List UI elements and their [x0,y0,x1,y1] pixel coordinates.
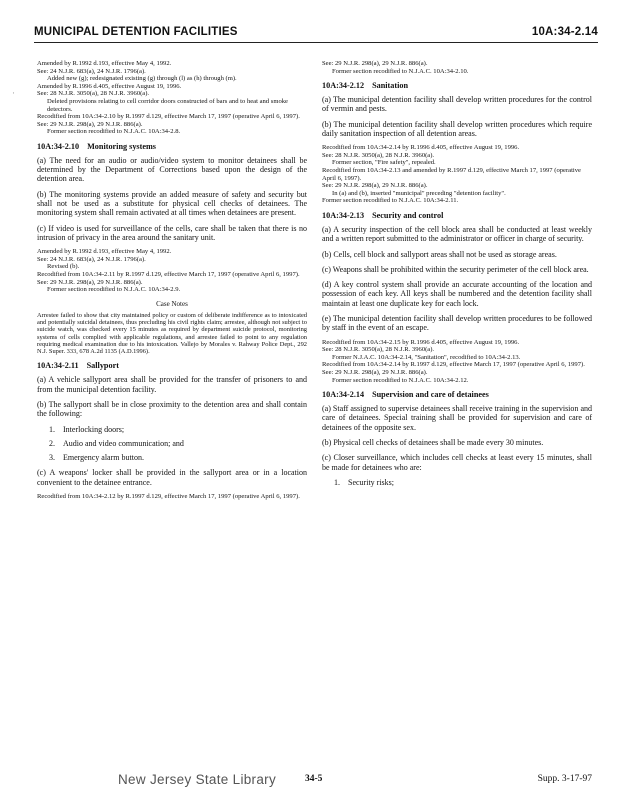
paragraph: (b) Physical cell checks of detainees shall be made every 30 minutes. [322,437,544,447]
paragraph: (c) Weapons shall be prohibited within the security perimeter of the cell block area. [322,264,589,274]
sallyport-list [37,425,307,463]
list-item: 2. Audio and video communication; and [57,439,307,448]
history-note: Added new (g); redesignated existing (g) through (l) as (h) through (m). [47,75,237,83]
paragraph: (a) A vehicle sallyport area shall be provided for the transfer of prisoners to and from the municipal detention facility. [37,375,307,394]
history-note: Recodified from 10A:34-2.14 by R.1996 d.405, effective August 19, 1996. [322,144,520,152]
history-note: Recodified from 10A:34-2.13 and amended by R.1997 d.129, effective March 17, 1997 (operative April 6, 1997). [322,167,581,182]
history-note: Former N.J.A.C. 10A:34-2.14, "Sanitation", recodified to 10A:34-2.13. [332,353,521,361]
history-note: Revised (b). [47,263,80,271]
history-note: See: 28 N.J.R. 3050(a), 28 N.J.R. 3960(a). [322,346,435,354]
section-number: 10A:34-2.13 [322,211,365,221]
paragraph: (b) The monitoring systems provide an added measure of safety and security but shall not be used as a substitute for physical cell checks of detainees. The monitoring system shall remain activated at all times when detainees are present. [37,189,307,218]
page-footer [0,772,618,792]
section-heading-monitoring [37,143,307,152]
paragraph: (a) Staff assigned to supervise detainees shall receive training in the supervision and care of detainees. Special training shall be provided for supervision and care of detainees of the opposite sex. [322,404,592,432]
section-title: Monitoring systems [87,141,156,151]
library-watermark: New Jersey State Library [118,772,277,787]
history-note: In (a) and (b), inserted "municipal" preceding "detention facility". [332,189,506,197]
history-note: Recodified from 10A:34-2.14 by R.1997 d.129, effective March 17, 1997 (operative April 6, 1997). [322,361,585,369]
case-notes-title: Case Notes [156,299,188,308]
paragraph: (b) The municipal detention facility shall develop written procedures which require daily sanitation inspection of all detention areas. [322,119,592,138]
section-title: Supervision and care of detainees [372,390,489,400]
history-notes-d [322,144,592,205]
paragraph: (b) The sallyport shall be in close proximity to the detention area and shall contain the following: [37,399,307,419]
history-note: See: 24 N.J.R. 683(a), 24 N.J.R. 1796(a). [37,255,146,263]
paragraph: (d) A key control system shall provide an accurate accounting of the location and possession of each key. All keys shall be numbered and the detention facility shall maintain at least one duplicate key for each lock. [322,280,592,308]
section-heading-sallyport [37,362,307,371]
history-note: Amended by R.1992 d.193, effective May 4, 1992. [37,60,172,67]
chapter-title: MUNICIPAL DETENTION FACILITIES [34,26,238,38]
history-note: Former section, "Fire safety", repealed. [332,159,436,167]
history-notes-e [322,339,592,385]
right-column [322,60,592,493]
page-number: 34-5 [305,774,323,784]
history-note: Recodified from 10A:34-2.15 by R.1996 d.405, effective August 19, 1996. [322,338,520,346]
paragraph: (b) Cells, cell block and sallyport areas shall not be used as storage areas. [322,249,557,259]
section-heading-sanitation [322,82,592,91]
history-notes-a [37,60,307,136]
history-note: Former section recodified to N.J.A.C. 10A:34-2.10. [332,67,469,75]
history-note: See: 29 N.J.R. 298(a), 29 N.J.R. 886(a). [37,278,143,286]
section-title: Sallyport [86,361,119,371]
paragraph: (c) A weapons' locker shall be provided in the sallyport area or in a location convenient to the detainee entrance. [37,468,307,487]
left-column [37,60,307,501]
paragraph: (a) A security inspection of the cell block area shall be conducted at least weekly and a written report submitted to the administrator or officer in charge of security. [322,224,592,244]
section-code: 10A:34-2.14 [531,26,598,38]
history-note: See: 29 N.J.R. 298(a), 29 N.J.R. 886(a). [322,368,428,376]
section-number: 10A:34-2.14 [322,390,365,400]
case-notes-text: Arrestee failed to show that city maintained policy or custom of deliberate indifference as to intoxicated and potentially suicidal detainees, thus precluding his civil rights claim; arrestee, although not subject to suicide watch, was checked every 15 minutes as required by department suicide protocol, monitoring systems of cells complied with applicable regulations, and arrestee failed to point to any regulation requiring medical examination due to his intoxication. Vallejo by Morales v. Rahway Police Dept., 292 N.J. Super. 333, 678 A.2d 1135 (A.D.1996). [37,311,307,356]
paragraph: (c) If video is used for surveillance of the cells, care shall be taken that there is no intrusion of privacy in the area around the sanitary unit. [37,223,307,242]
section-number: 10A:34-2.12 [322,81,365,91]
section-number: 10A:34-2.11 [37,361,79,371]
history-note: Former section recodified to N.J.A.C. 10A:34-2.9. [47,286,181,294]
paragraph: (e) The municipal detention facility shall develop written procedures to be followed by staff in the event of an escape. [322,314,592,333]
history-note: See: 28 N.J.R. 3050(a), 28 N.J.R. 3960(a). [37,90,150,98]
paragraph: (c) Closer surveillance, which includes cell checks at least every 15 minutes, shall be made for detainees who are: [322,453,592,472]
paragraph: (a) The need for an audio or audio/video system to monitor detainees shall be determined by the Department of Corrections based upon the design of the detention area. [37,155,307,184]
history-note: Recodified from 10A:34-2.11 by R.1997 d.129, effective March 17, 1997 (operative April 6, 1997). [37,271,300,278]
surveillance-list [322,478,592,487]
list-item: 1. Interlocking doors; [57,425,307,434]
paragraph: (a) The municipal detention facility shall develop written procedures for the control of vermin and pests. [322,95,592,114]
running-header [34,24,598,43]
history-note: See: 29 N.J.R. 298(a), 29 N.J.R. 886(a). [322,60,428,67]
history-note: Deleted provisions relating to cell corridor doors constructed of bars and to heat and smoke detectors. [47,97,288,113]
section-title: Security and control [372,211,444,221]
supplement-date: Supp. 3-17-97 [537,774,592,784]
section-heading-security [322,212,592,221]
history-note: Former section recodified to N.J.A.C. 10A:34-2.8. [47,128,181,136]
history-note: See: 29 N.J.R. 298(a), 29 N.J.R. 886(a). [37,120,143,128]
section-number: 10A:34-2.10 [37,141,80,151]
history-note: Amended by R.1992 d.193, effective May 4, 1992. [37,248,172,256]
history-note: Recodified from 10A:34-2.10 by R.1997 d.129, effective March 17, 1997 (operative April 6, 1997). [37,113,300,121]
history-note: Amended by R.1996 d.405, effective August 19, 1996. [37,82,182,90]
margin-mark: · [12,88,15,98]
history-note: See: 29 N.J.R. 298(a), 29 N.J.R. 886(a). [322,182,428,190]
history-notes-b [37,248,307,294]
history-note: Former section recodified to N.J.A.C. 10A:34-2.11. [322,197,459,205]
list-item: 1. Security risks; [342,478,592,487]
section-heading-supervision [322,391,592,400]
history-note: See: 24 N.J.R. 683(a), 24 N.J.R. 1796(a). [37,67,146,75]
history-note: See: 28 N.J.R. 3050(a), 28 N.J.R. 3960(a). [322,151,435,159]
section-title: Sanitation [372,81,409,91]
history-note: Former section recodified to N.J.A.C. 10A:34-2.12. [332,376,469,384]
list-item: 3. Emergency alarm button. [57,453,307,462]
history-note: Recodified from 10A:34-2.12 by R.1997 d.129, effective March 17, 1997 (operative April 6, 1997). [37,493,300,501]
